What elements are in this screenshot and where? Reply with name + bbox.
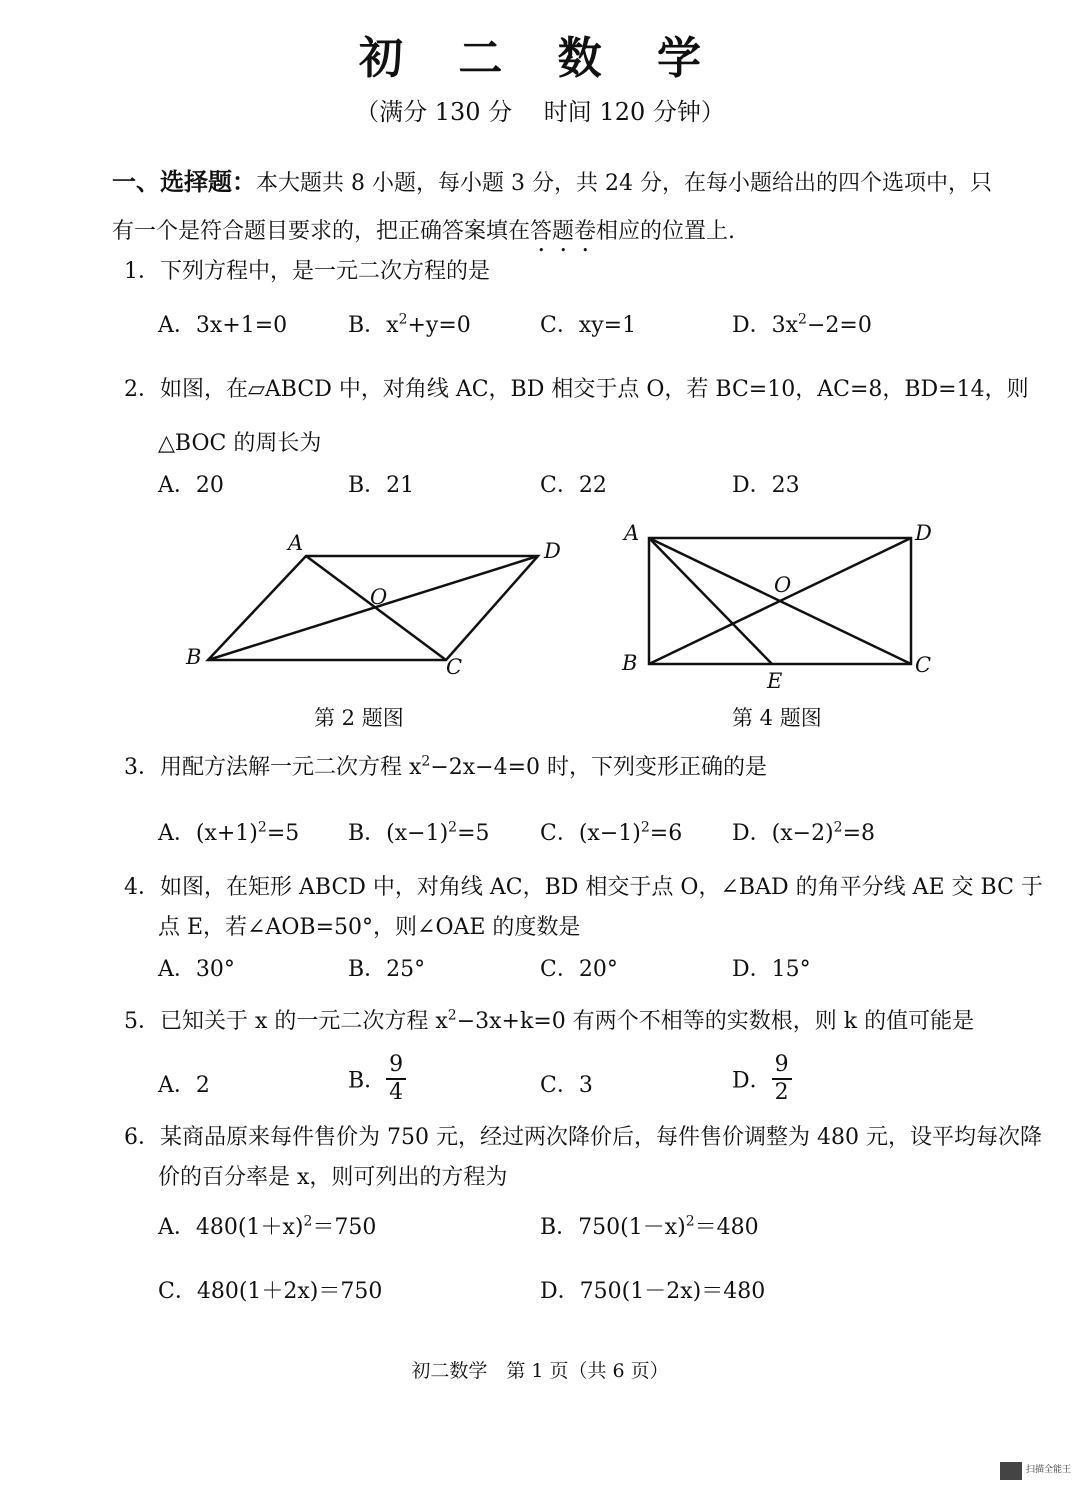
question-stem: 如图，在▱ABCD 中，对角线 AC，BD 相交于点 O，若 BC=10，AC=8，BD=14，则 — [160, 377, 1029, 402]
q3-option-a: A．$(x+1)^2=5$ — [158, 819, 300, 846]
section-instruction: 本大题共 8 小题，每小题 3 分，共 24 分，在每小题给出的四个选项中，只有一个是符合题目要求的，把正确答案填在 — [112, 171, 992, 244]
question-6 — [124, 1120, 1042, 1151]
q3-option-b: B．$(x-1)^2=5$ — [348, 819, 490, 846]
q6-option-b: B．$750(1-x)^2=480$ — [540, 1213, 759, 1240]
label-b: B — [186, 645, 202, 669]
figure-4-rectangle — [0, 520, 1080, 720]
question-number: 1． — [124, 259, 160, 284]
qr-code-icon — [1000, 1462, 1022, 1480]
page-title: 初 二 数 学 — [359, 33, 721, 84]
emphasized-text: 答题卷 — [530, 219, 597, 244]
question-1 — [124, 254, 490, 285]
label-c: C — [915, 653, 932, 677]
question-stem: 下列方程中，是一元二次方程的是 — [160, 259, 491, 284]
page-footer: 初二数学 第 1 页（共 6 页） — [411, 1360, 669, 1382]
question-3 — [124, 750, 767, 781]
label-d: D — [915, 521, 932, 545]
exponent: 2 — [447, 1007, 457, 1024]
question-stem: 已知关于 x 的一元二次方程 x — [160, 1009, 448, 1034]
q5-option-d: D． $\frac{9}{2}$ — [732, 1052, 792, 1106]
q6-option-d: D．750(1－2x)＝480 — [540, 1279, 766, 1304]
fraction: $\frac{9}{2}$ — [772, 1052, 792, 1106]
q2-option-d: D．23 — [732, 473, 800, 498]
q3-option-d: D．$(x-2)^2=8$ — [732, 819, 876, 846]
question-4-stem-cont: 点 E，若∠AOB=50°，则∠OAE 的度数是 — [158, 915, 581, 940]
question-number: 5． — [124, 1009, 160, 1034]
question-number: 4． — [124, 875, 160, 900]
q5-option-b: B． $\frac{9}{4}$ — [348, 1052, 406, 1106]
q4-option-d: D．15° — [732, 957, 811, 982]
fraction: $\frac{9}{4}$ — [386, 1052, 406, 1106]
figure-4-caption: 第 4 题图 — [732, 706, 822, 730]
section-heading: 一、选择题： — [112, 167, 256, 196]
q4-option-b: B．25° — [348, 957, 426, 982]
q2-option-a: A．20 — [158, 473, 224, 498]
question-stem: 用配方法解一元二次方程 x — [160, 755, 422, 780]
q3-option-c: C．$(x-1)^2=6$ — [540, 819, 683, 846]
q1-option-d: D．$3x^2-2=0$ — [732, 311, 872, 338]
bisector-ae — [649, 538, 772, 664]
question-number: 6． — [124, 1125, 160, 1150]
question-2 — [124, 372, 1029, 403]
question-4 — [124, 870, 1043, 901]
q4-option-a: A．30° — [158, 957, 235, 982]
label-d: D — [544, 539, 561, 563]
q2-option-b: B．21 — [348, 473, 415, 498]
label-e: E — [767, 669, 783, 693]
label-a: A — [624, 521, 640, 545]
q6-option-c: C．480(1＋2x)＝750 — [158, 1279, 383, 1304]
exponent: 2 — [421, 753, 431, 770]
question-stem-end: −2x−4=0 时，下列变形正确的是 — [430, 755, 768, 780]
q1-option-b: B．$x^2+y=0$ — [348, 311, 471, 338]
exam-info: （满分 130 分 时间 120 分钟） — [355, 98, 725, 126]
question-5 — [124, 1004, 974, 1035]
question-2-stem-cont: △BOC 的周长为 — [158, 431, 322, 456]
question-stem: 某商品原来每件售价为 750 元，经过两次降价后，每件售价调整为 480 元，设平均每次降 — [160, 1125, 1042, 1150]
q6-option-a: A．$480(1+x)^2=750$ — [158, 1213, 377, 1240]
question-stem-end: −3x+k=0 有两个不相等的实数根，则 k 的值可能是 — [456, 1009, 975, 1034]
watermark-brand: 扫描全能王 — [1026, 1465, 1072, 1475]
q1-option-a: A．3x+1=0 — [158, 313, 288, 338]
q1-option-c: C．xy=1 — [540, 313, 637, 338]
label-o: O — [774, 573, 792, 597]
label-o: O — [370, 585, 388, 609]
section-1-header — [112, 158, 1012, 257]
label-b: B — [622, 651, 638, 675]
label-c: C — [446, 655, 463, 679]
question-number: 2． — [124, 377, 160, 402]
section-instruction-end: 相应的位置上. — [596, 219, 736, 244]
q5-option-c: C．3 — [540, 1073, 593, 1098]
question-6-stem-cont: 价的百分率是 x，则可列出的方程为 — [158, 1165, 508, 1190]
q5-option-a: A．2 — [158, 1073, 210, 1098]
q4-option-c: C．20° — [540, 957, 618, 982]
figure-2-caption: 第 2 题图 — [314, 706, 404, 730]
q2-option-c: C．22 — [540, 473, 607, 498]
question-stem: 如图，在矩形 ABCD 中，对角线 AC，BD 相交于点 O，∠BAD 的角平分线 AE 交 BC 于 — [160, 875, 1043, 900]
label-a: A — [288, 531, 304, 555]
question-number: 3． — [124, 755, 160, 780]
